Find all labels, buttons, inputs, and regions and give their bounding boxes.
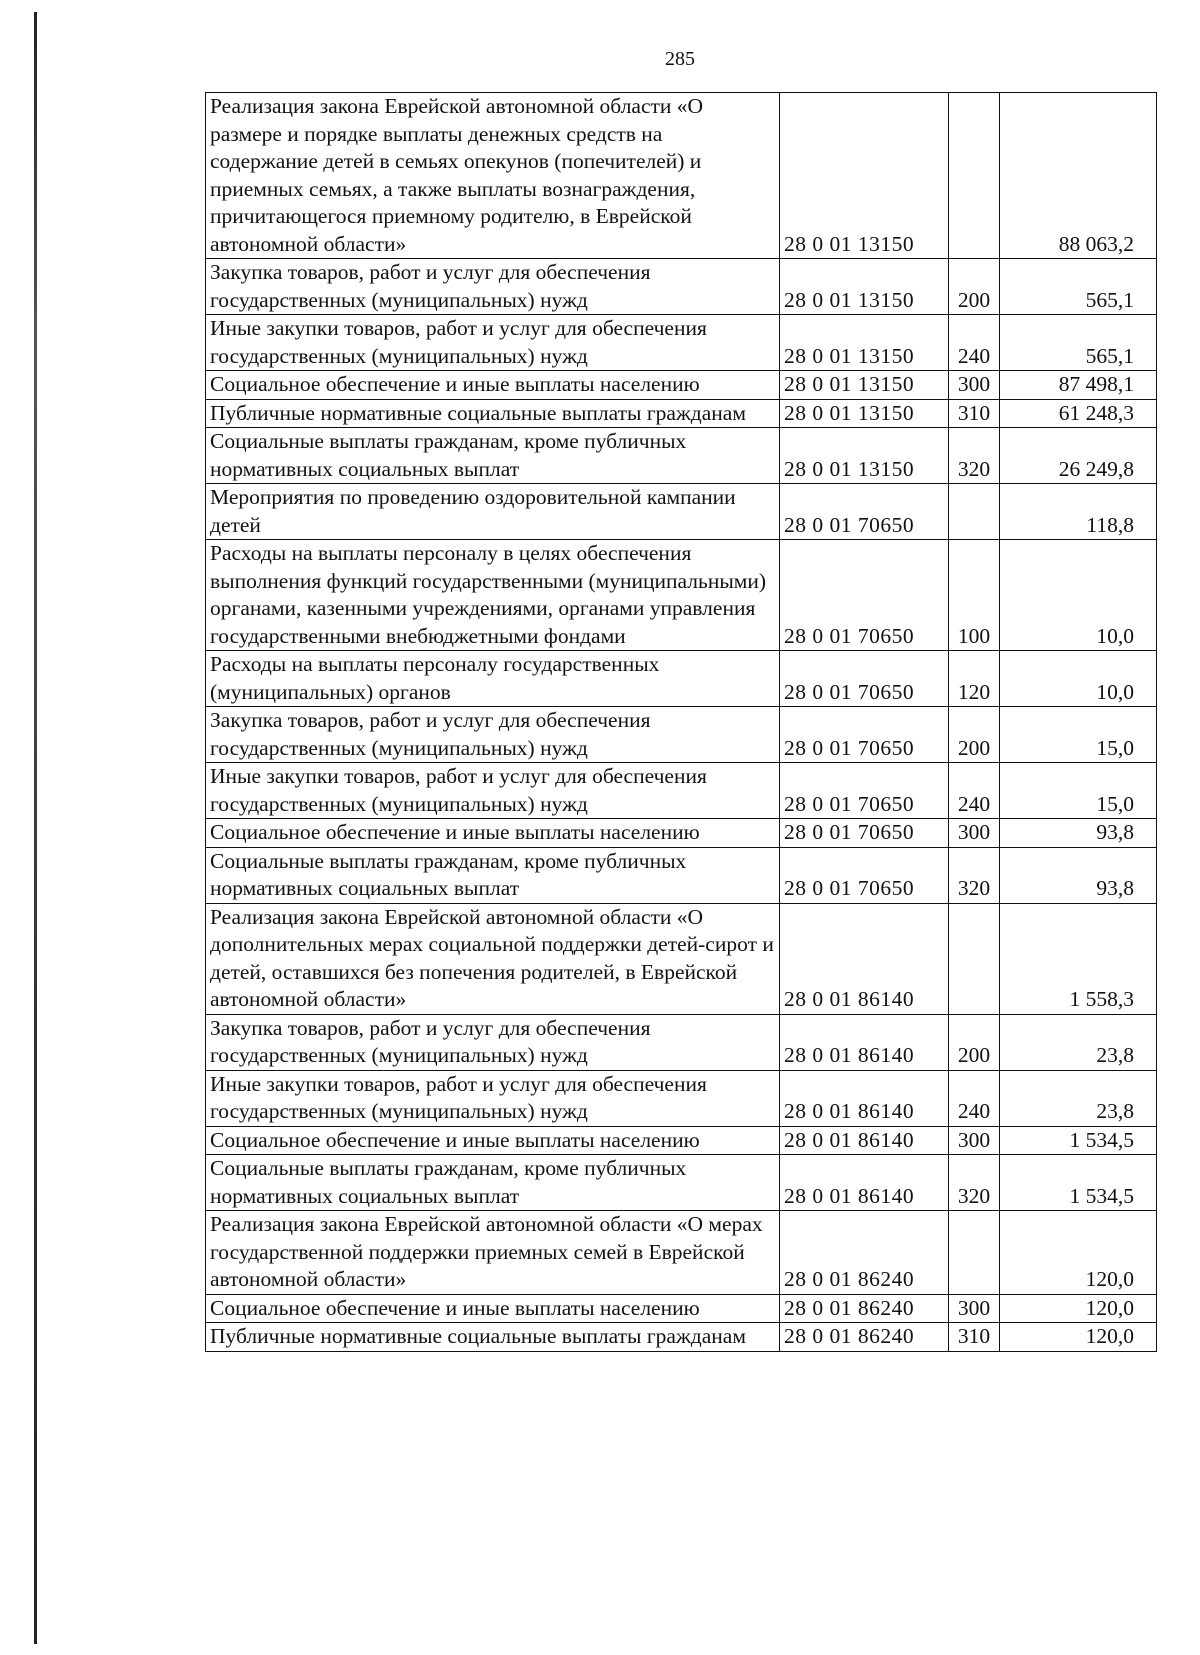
- row-code-cell: 28 0 01 86140: [780, 903, 949, 1014]
- row-type-cell: 320: [949, 428, 1000, 484]
- row-code-cell: 28 0 01 70650: [780, 847, 949, 903]
- row-code-cell: 28 0 01 86140: [780, 1155, 949, 1211]
- row-code-cell: 28 0 01 86240: [780, 1323, 949, 1352]
- row-code-cell: 28 0 01 70650: [780, 819, 949, 848]
- row-amount-cell: 87 498,1: [1000, 371, 1157, 400]
- row-amount-cell: 565,1: [1000, 259, 1157, 315]
- row-amount-cell: 23,8: [1000, 1014, 1157, 1070]
- row-code-cell: 28 0 01 70650: [780, 763, 949, 819]
- row-amount-cell: 10,0: [1000, 651, 1157, 707]
- table-row: [206, 371, 1157, 400]
- row-amount-cell: 1 534,5: [1000, 1126, 1157, 1155]
- row-code-cell: 28 0 01 13150: [780, 371, 949, 400]
- scan-edge-line: [34, 12, 37, 1644]
- budget-table-body: [206, 93, 1157, 1352]
- row-type-cell: 240: [949, 315, 1000, 371]
- row-name-cell: Расходы на выплаты персоналу государственных (муниципальных) органов: [206, 651, 780, 707]
- row-type-cell: 300: [949, 819, 1000, 848]
- row-name-cell: Социальное обеспечение и иные выплаты населению: [206, 1126, 780, 1155]
- table-row: [206, 93, 1157, 259]
- table-row: [206, 484, 1157, 540]
- row-amount-cell: 93,8: [1000, 819, 1157, 848]
- row-type-cell: 100: [949, 540, 1000, 651]
- row-type-cell: 320: [949, 1155, 1000, 1211]
- row-amount-cell: 26 249,8: [1000, 428, 1157, 484]
- table-row: [206, 1155, 1157, 1211]
- row-amount-cell: 10,0: [1000, 540, 1157, 651]
- row-code-cell: 28 0 01 86140: [780, 1014, 949, 1070]
- row-name-cell: Закупка товаров, работ и услуг для обеспечения государственных (муниципальных) нужд: [206, 707, 780, 763]
- row-code-cell: 28 0 01 86140: [780, 1126, 949, 1155]
- row-name-cell: Публичные нормативные социальные выплаты гражданам: [206, 399, 780, 428]
- row-name-cell: Реализация закона Еврейской автономной области «О дополнительных мерах социальной поддержки детей-сирот и детей, оставшихся без попечения родителей, в Еврейской автономной области»: [206, 903, 780, 1014]
- row-amount-cell: 120,0: [1000, 1323, 1157, 1352]
- row-name-cell: Иные закупки товаров, работ и услуг для обеспечения государственных (муниципальных) нужд: [206, 1070, 780, 1126]
- row-type-cell: 300: [949, 1294, 1000, 1323]
- table-row: [206, 428, 1157, 484]
- row-name-cell: Реализация закона Еврейской автономной области «О размере и порядке выплаты денежных средств на содержание детей в семьях опекунов (попечителей) и приемных семьях, а также выплаты вознаграждения, причитающегося приемному родителю, в Еврейской автономной области»: [206, 93, 780, 259]
- row-amount-cell: 1 534,5: [1000, 1155, 1157, 1211]
- row-type-cell: 120: [949, 651, 1000, 707]
- row-code-cell: 28 0 01 86240: [780, 1211, 949, 1295]
- table-row: [206, 1323, 1157, 1352]
- row-name-cell: Мероприятия по проведению оздоровительной кампании детей: [206, 484, 780, 540]
- row-type-cell: 320: [949, 847, 1000, 903]
- row-name-cell: Социальные выплаты гражданам, кроме публичных нормативных социальных выплат: [206, 428, 780, 484]
- table-row: [206, 1211, 1157, 1295]
- row-name-cell: Иные закупки товаров, работ и услуг для обеспечения государственных (муниципальных) нужд: [206, 763, 780, 819]
- row-name-cell: Социальные выплаты гражданам, кроме публичных нормативных социальных выплат: [206, 847, 780, 903]
- table-row: [206, 707, 1157, 763]
- row-amount-cell: 565,1: [1000, 315, 1157, 371]
- row-amount-cell: 15,0: [1000, 763, 1157, 819]
- row-amount-cell: 93,8: [1000, 847, 1157, 903]
- row-type-cell: 200: [949, 707, 1000, 763]
- row-type-cell: 200: [949, 259, 1000, 315]
- row-amount-cell: 88 063,2: [1000, 93, 1157, 259]
- row-amount-cell: 23,8: [1000, 1070, 1157, 1126]
- row-type-cell: 300: [949, 371, 1000, 400]
- row-code-cell: 28 0 01 13150: [780, 93, 949, 259]
- row-type-cell: 200: [949, 1014, 1000, 1070]
- row-amount-cell: 1 558,3: [1000, 903, 1157, 1014]
- row-name-cell: Социальное обеспечение и иные выплаты населению: [206, 371, 780, 400]
- table-row: [206, 903, 1157, 1014]
- table-row: [206, 1014, 1157, 1070]
- row-type-cell: 310: [949, 399, 1000, 428]
- row-code-cell: 28 0 01 86240: [780, 1294, 949, 1323]
- table-row: [206, 399, 1157, 428]
- table-row: [206, 540, 1157, 651]
- table-row: [206, 1294, 1157, 1323]
- row-amount-cell: 61 248,3: [1000, 399, 1157, 428]
- row-name-cell: Иные закупки товаров, работ и услуг для обеспечения государственных (муниципальных) нужд: [206, 315, 780, 371]
- row-type-cell: 300: [949, 1126, 1000, 1155]
- row-code-cell: 28 0 01 13150: [780, 428, 949, 484]
- page-number: 285: [665, 48, 695, 70]
- row-code-cell: 28 0 01 70650: [780, 540, 949, 651]
- table-row: [206, 1126, 1157, 1155]
- table-row: [206, 847, 1157, 903]
- row-amount-cell: 118,8: [1000, 484, 1157, 540]
- row-type-cell: [949, 93, 1000, 259]
- table-row: [206, 651, 1157, 707]
- row-code-cell: 28 0 01 70650: [780, 484, 949, 540]
- row-amount-cell: 120,0: [1000, 1294, 1157, 1323]
- row-name-cell: Социальное обеспечение и иные выплаты населению: [206, 1294, 780, 1323]
- table-row: [206, 819, 1157, 848]
- row-code-cell: 28 0 01 13150: [780, 399, 949, 428]
- table-row: [206, 315, 1157, 371]
- row-type-cell: [949, 1211, 1000, 1295]
- table-row: [206, 763, 1157, 819]
- row-code-cell: 28 0 01 13150: [780, 315, 949, 371]
- row-code-cell: 28 0 01 86140: [780, 1070, 949, 1126]
- row-name-cell: Закупка товаров, работ и услуг для обеспечения государственных (муниципальных) нужд: [206, 259, 780, 315]
- row-type-cell: [949, 484, 1000, 540]
- row-type-cell: 240: [949, 1070, 1000, 1126]
- row-type-cell: [949, 903, 1000, 1014]
- row-type-cell: 240: [949, 763, 1000, 819]
- row-name-cell: Социальные выплаты гражданам, кроме публичных нормативных социальных выплат: [206, 1155, 780, 1211]
- row-name-cell: Закупка товаров, работ и услуг для обеспечения государственных (муниципальных) нужд: [206, 1014, 780, 1070]
- row-amount-cell: 15,0: [1000, 707, 1157, 763]
- row-code-cell: 28 0 01 70650: [780, 707, 949, 763]
- row-name-cell: Расходы на выплаты персоналу в целях обеспечения выполнения функций государственными (муниципальными) органами, казенными учреждениями, органами управления государственными внебюджетными фондами: [206, 540, 780, 651]
- budget-table: [205, 92, 1157, 1352]
- row-code-cell: 28 0 01 70650: [780, 651, 949, 707]
- row-amount-cell: 120,0: [1000, 1211, 1157, 1295]
- row-name-cell: Публичные нормативные социальные выплаты гражданам: [206, 1323, 780, 1352]
- table-row: [206, 259, 1157, 315]
- row-code-cell: 28 0 01 13150: [780, 259, 949, 315]
- row-type-cell: 310: [949, 1323, 1000, 1352]
- row-name-cell: Реализация закона Еврейской автономной области «О мерах государственной поддержки приемных семей в Еврейской автономной области»: [206, 1211, 780, 1295]
- row-name-cell: Социальное обеспечение и иные выплаты населению: [206, 819, 780, 848]
- table-row: [206, 1070, 1157, 1126]
